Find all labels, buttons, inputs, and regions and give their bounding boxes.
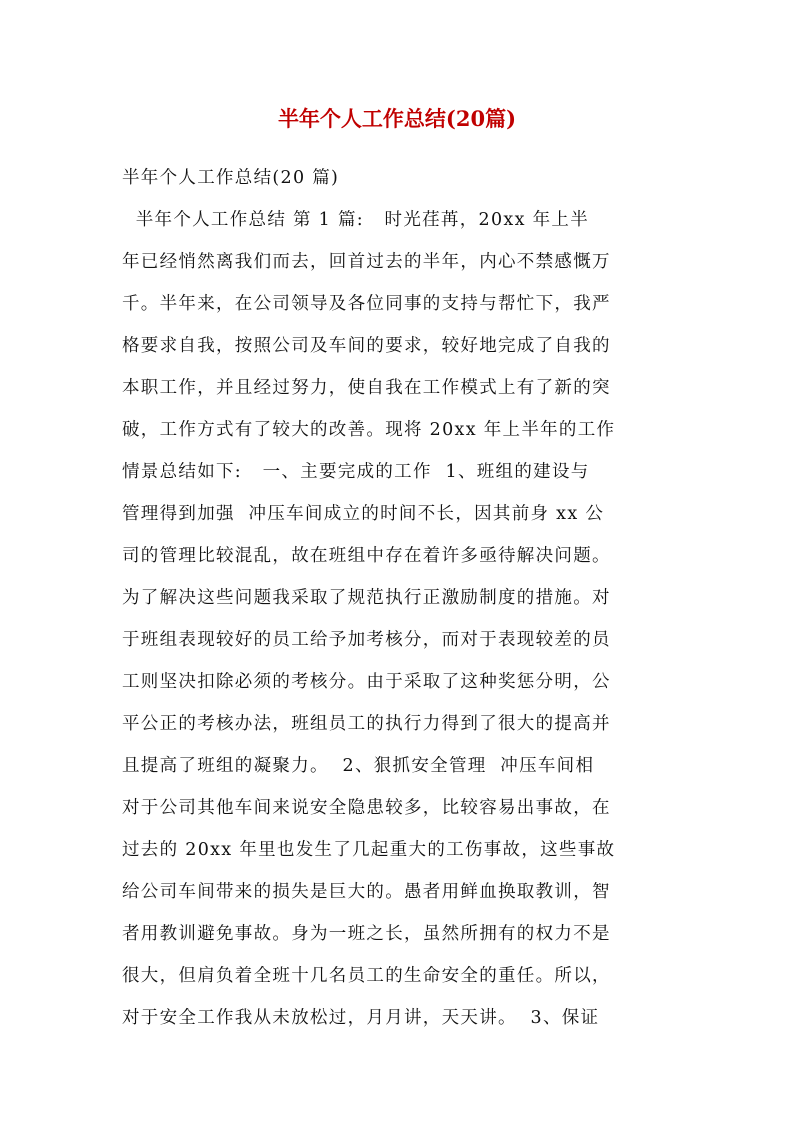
document-subtitle: 半年个人工作总结(20 篇) bbox=[122, 168, 340, 188]
body-line: 半年个人工作总结 第 1 篇: 时光荏苒，20xx 年上半 bbox=[122, 210, 589, 230]
body-line: 格要求自我，按照公司及车间的要求，较好地完成了自我的 bbox=[122, 336, 611, 356]
body-line: 工则坚决扣除必须的考核分。由于采取了这种奖惩分明，公 bbox=[122, 672, 611, 692]
body-line: 于班组表现较好的员工给予加考核分，而对于表现较差的员 bbox=[122, 630, 611, 650]
body-line: 为了解决这些问题我采取了规范执行正激励制度的措施。对 bbox=[122, 588, 611, 608]
body-line: 千。半年来，在公司领导及各位同事的支持与帮忙下，我严 bbox=[122, 294, 611, 314]
body-line: 管理得到加强 冲压车间成立的时间不长，因其前身 xx 公 bbox=[122, 504, 605, 524]
document-title: 半年个人工作总结(20篇) bbox=[277, 106, 517, 131]
body-line: 对于公司其他车间来说安全隐患较多，比较容易出事故，在 bbox=[122, 798, 611, 818]
body-line: 且提高了班组的凝聚力。 2、狠抓安全管理 冲压车间相 bbox=[122, 756, 595, 776]
body-line: 本职工作，并且经过努力，使自我在工作模式上有了新的突 bbox=[122, 378, 611, 398]
body-line: 很大，但肩负着全班十几名员工的生命安全的重任。所以， bbox=[122, 966, 611, 986]
body-line: 对于安全工作我从未放松过，月月讲，天天讲。 3、保证 bbox=[122, 1008, 600, 1028]
body-line: 给公司车间带来的损失是巨大的。愚者用鲜血换取教训，智 bbox=[122, 882, 611, 902]
body-line: 情景总结如下: 一、主要完成的工作 1、班组的建设与 bbox=[122, 462, 590, 482]
body-line: 平公正的考核办法，班组员工的执行力得到了很大的提高并 bbox=[122, 714, 611, 734]
body-line: 年已经悄然离我们而去，回首过去的半年，内心不禁感慨万 bbox=[122, 252, 611, 272]
body-line: 司的管理比较混乱，故在班组中存在着许多亟待解决问题。 bbox=[122, 546, 611, 566]
body-line: 过去的 20xx 年里也发生了几起重大的工伤事故，这些事故 bbox=[122, 840, 616, 860]
body-line: 破，工作方式有了较大的改善。现将 20xx 年上半年的工作 bbox=[122, 420, 616, 440]
body-line: 者用教训避免事故。身为一班之长，虽然所拥有的权力不是 bbox=[122, 924, 611, 944]
